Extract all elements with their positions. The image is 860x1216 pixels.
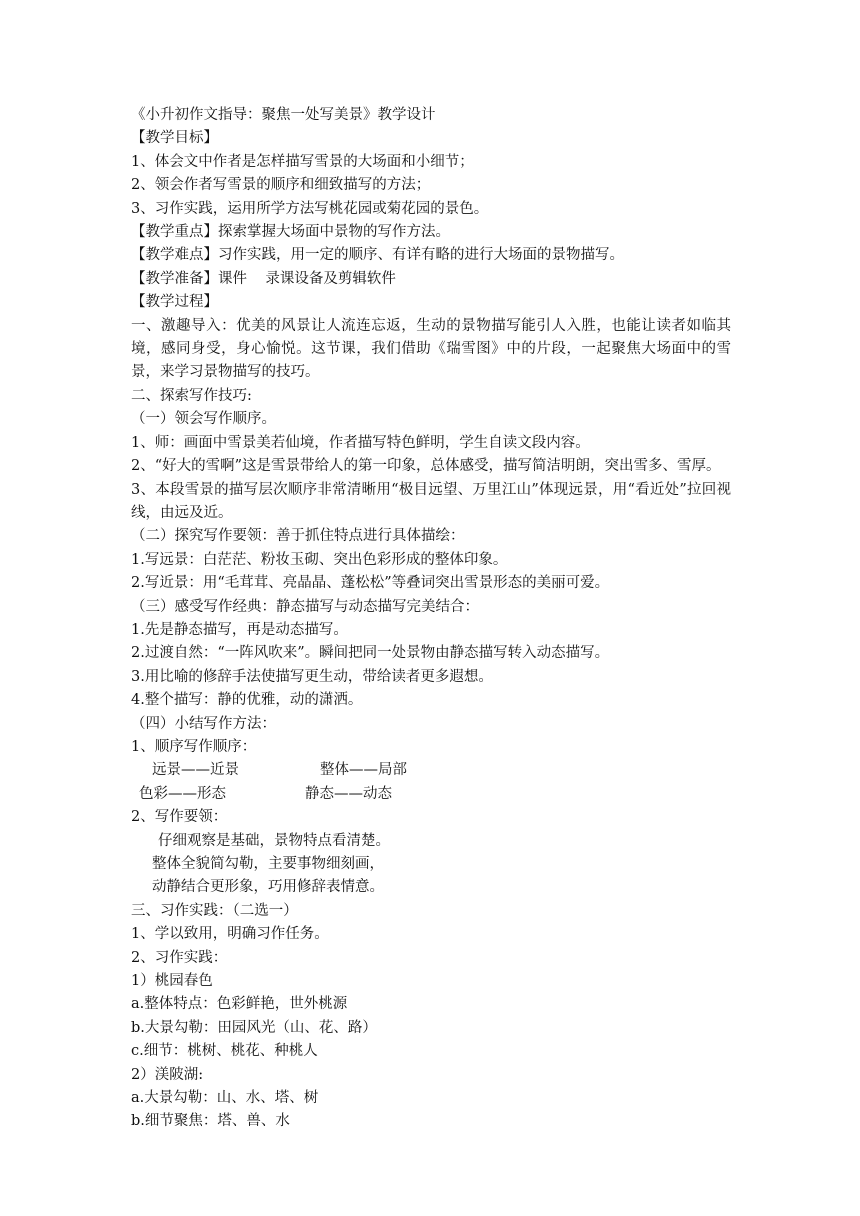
option1-item: b.大景勾勒：田园风光（山、花、路） bbox=[131, 1019, 377, 1036]
option1-item: a.整体特点：色彩鲜艳，世外桃源 bbox=[131, 996, 348, 1013]
order-label: 1、顺序写作顺序： bbox=[131, 738, 257, 755]
sub2-heading: （二）探究写作要领：善于抓住特点进行具体描绘： bbox=[131, 528, 465, 545]
key-point bbox=[131, 221, 731, 244]
part3-heading: 三、习作实践：（二选一） bbox=[131, 902, 298, 919]
prep-text: 课件 录课设备及剪辑软件 bbox=[218, 270, 396, 287]
difficulty-label: 【教学难点】 bbox=[131, 247, 218, 264]
sub1-item: 3、本段雪景的描写层次顺序非常清晰用“极目远望、万里江山”体现远景，用“看近处”拉回视线，由远及近。 bbox=[131, 481, 731, 521]
part3-item: 1、学以致用，明确习作任务。 bbox=[131, 926, 329, 943]
sub3-item: 2.过渡自然：“一阵风吹来”。瞬间把同一处景物由静态描写转入动态描写。 bbox=[131, 645, 610, 662]
sub3-item: 1.先是静态描写，再是动态描写。 bbox=[131, 621, 348, 638]
order-row bbox=[131, 783, 731, 806]
intro-paragraph: 一、激趣导入：优美的风景让人流连忘返，生动的景物描写能引人入胜，也能让读者如临其境，感同身受，身心愉悦。这节课，我们借助《瑞雪图》中的片段，一起聚焦大场面中的雪景，来学习景物描写的技巧。 bbox=[131, 317, 731, 381]
order-pair: 远景——近景 bbox=[152, 762, 239, 779]
poem-line: 动静结合更形象，巧用修辞表情意。 bbox=[152, 879, 384, 896]
order-pair: 整体——局部 bbox=[320, 762, 407, 779]
preparation bbox=[131, 268, 731, 291]
option1-title: 1）桃园春色 bbox=[131, 973, 213, 990]
key-point-label: 【教学重点】 bbox=[131, 224, 218, 241]
sub2-item: 2.写近景：用“毛茸茸、亮晶晶、蓬松松”等叠词突出雪景形态的美丽可爱。 bbox=[131, 575, 610, 592]
sub1-item: 1、师：画面中雪景美若仙境，作者描写特色鲜明，学生自读文段内容。 bbox=[131, 434, 590, 451]
key-point-text: 探索掌握大场面中景物的写作方法。 bbox=[218, 224, 450, 241]
order-pair: 色彩——形态 bbox=[139, 785, 226, 802]
sub2-item: 1.写远景：白茫茫、粉妆玉砌、突出色彩形成的整体印象。 bbox=[131, 551, 508, 568]
document-body bbox=[131, 104, 731, 1134]
points-label: 2、写作要领： bbox=[131, 809, 228, 826]
process-heading: 【教学过程】 bbox=[131, 294, 218, 311]
part2-heading: 二、探索写作技巧: bbox=[131, 387, 252, 404]
goal-item: 2、领会作者写雪景的顺序和细致描写的方法； bbox=[131, 177, 431, 194]
goal-item: 1、体会文中作者是怎样描写雪景的大场面和小细节； bbox=[131, 153, 474, 170]
order-row bbox=[131, 759, 731, 782]
sub3-item: 4.整个描写：静的优雅，动的潇洒。 bbox=[131, 692, 363, 709]
prep-label: 【教学准备】 bbox=[131, 270, 218, 287]
option2-item: a.大景勾勒：山、水、塔、树 bbox=[131, 1090, 319, 1107]
option2-item: b.细节聚焦：塔、兽、水 bbox=[131, 1113, 290, 1130]
document-title: 《小升初作文指导：聚焦一处写美景》教学设计 bbox=[131, 107, 436, 123]
sub1-item: 2、“好大的雪啊”这是雪景带给人的第一印象，总体感受，描写简洁明朗，突出雪多、雪厚。 bbox=[131, 458, 721, 475]
sub1-heading: （一）领会写作顺序。 bbox=[131, 411, 276, 428]
poem-line: 仔细观察是基础，景物特点看清楚。 bbox=[158, 832, 390, 849]
goals-heading: 【教学目标】 bbox=[131, 130, 218, 147]
order-pair: 静态——动态 bbox=[305, 785, 392, 802]
part3-item: 2、习作实践： bbox=[131, 949, 228, 966]
sub3-item: 3.用比喻的修辞手法使描写更生动，带给读者更多遐想。 bbox=[131, 668, 493, 685]
difficulty bbox=[131, 244, 731, 267]
option2-title: 2）渼陂湖: bbox=[131, 1066, 204, 1083]
sub4-heading: （四）小结写作方法： bbox=[131, 715, 276, 732]
poem-line: 整体全貌简勾勒，主要事物细刻画， bbox=[152, 856, 384, 872]
option1-item: c.细节：桃树、桃花、种桃人 bbox=[131, 1043, 318, 1060]
difficulty-text: 习作实践，用一定的顺序、有详有略的进行大场面的景物描写。 bbox=[218, 247, 624, 264]
sub3-heading: （三）感受写作经典：静态描写与动态描写完美结合： bbox=[131, 598, 479, 615]
goal-item: 3、习作实践，运用所学方法写桃花园或菊花园的景色。 bbox=[131, 200, 489, 217]
